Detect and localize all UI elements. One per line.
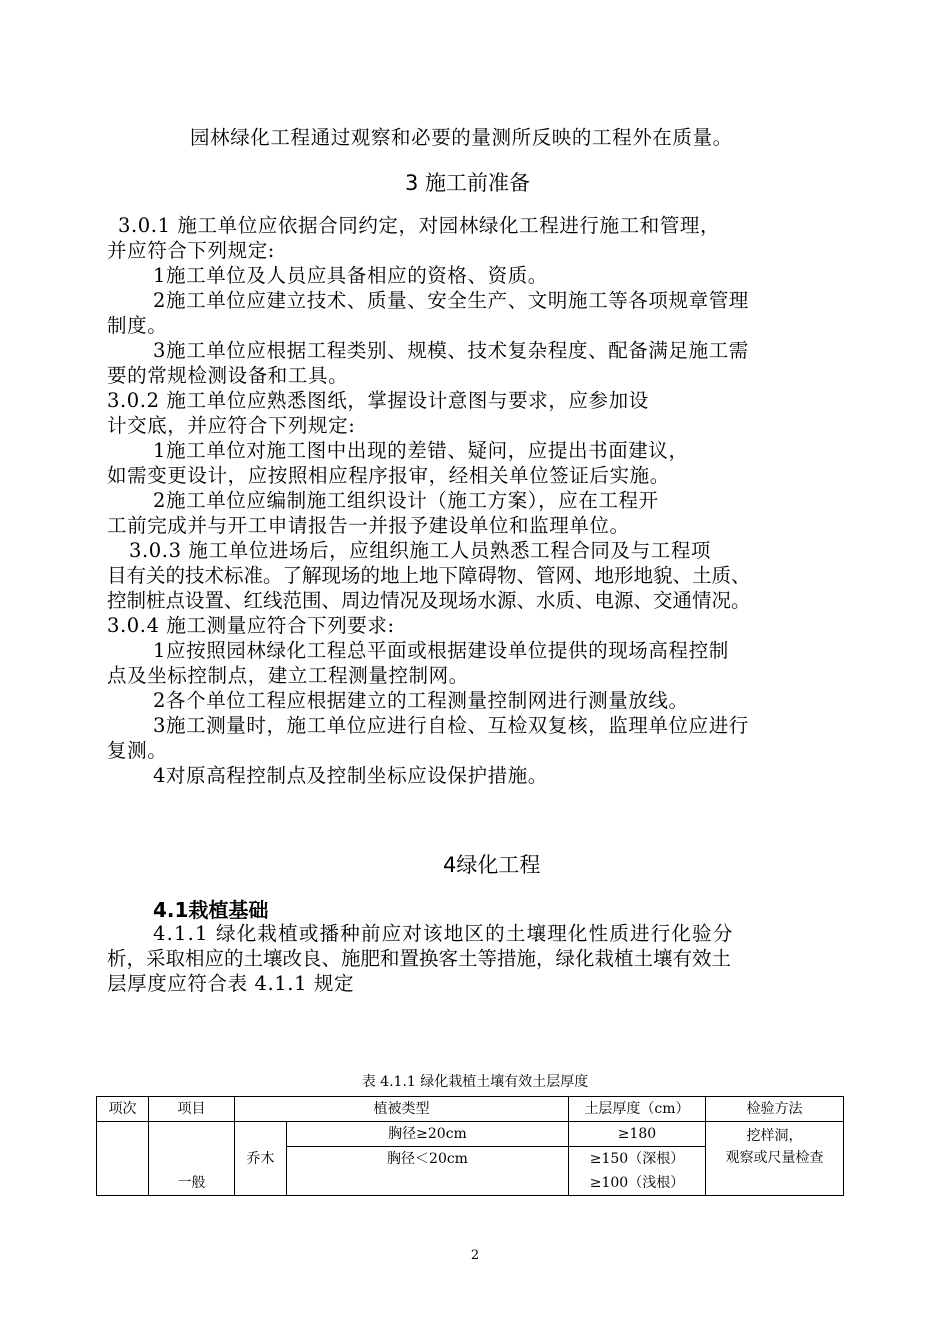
paragraph-line: 1应按照园林绿化工程总平面或根据建设单位提供的现场高程控制: [153, 639, 729, 662]
paragraph-line: 复测。: [107, 739, 168, 762]
table-header-row: [97, 1097, 844, 1122]
paragraph-line: 1施工单位对施工图中出现的差错、疑问，应提出书面建议，: [153, 439, 689, 462]
table-cell: [97, 1122, 149, 1196]
table-cell: 胸径＜20cm: [287, 1147, 569, 1196]
paragraph-line: 并应符合下列规定:: [107, 239, 275, 262]
method-line: 挖样洞，: [746, 1128, 803, 1144]
table-caption: 表 4.1.1 绿化栽植土壤有效土层厚度: [361, 1074, 589, 1090]
paragraph-line: 2施工单位应建立技术、质量、安全生产、文明施工等各项规章管理: [153, 289, 749, 312]
paragraph-line: 3.0.3 施工单位进场后，应组织施工人员熟悉工程合同及与工程项: [129, 539, 712, 562]
table-row: [97, 1122, 844, 1147]
paragraph-line: 1施工单位及人员应具备相应的资格、资质。: [153, 264, 548, 287]
header-cell: 土层厚度（cm）: [569, 1097, 706, 1122]
paragraph-line: 析，采取相应的土壤改良、施肥和置换客土等措施，绿化栽植土壤有效土: [107, 947, 732, 970]
paragraph-line: 4对原高程控制点及控制坐标应设保护措施。: [153, 764, 548, 787]
table-cell: [706, 1122, 844, 1196]
paragraph-line: 目有关的技术标准。了解现场的地上地下障碍物、管网、地形地貌、土质、: [107, 564, 751, 587]
page-number: 2: [470, 1248, 480, 1263]
paragraph-line: 如需变更设计，应按照相应程序报审，经相关单位签证后实施。: [107, 464, 670, 487]
table-cell: ≥100（浅根）: [569, 1171, 706, 1196]
section4-subtitle: 4.1栽植基础: [153, 898, 269, 922]
paragraph-line: 3施工单位应根据工程类别、规模、技术复杂程度、配备满足施工需: [153, 339, 749, 362]
paragraph-line: 2各个单位工程应根据建立的工程测量控制网进行测量放线。: [153, 689, 689, 712]
paragraph-line: 3.0.2 施工单位应熟悉图纸，掌握设计意图与要求，应参加设: [107, 389, 649, 412]
paragraph-line: 控制桩点设置、红线范围、周边情况及现场水源、水质、电源、交通情况。: [107, 589, 751, 612]
paragraph-line: 4.1.1 绿化栽植或播种前应对该地区的土壤理化性质进行化验分: [153, 922, 734, 945]
table-cell: ≥150（深根）: [569, 1147, 706, 1172]
header-cell: 检验方法: [706, 1097, 844, 1122]
header-cell: 项目: [149, 1097, 235, 1122]
table-cell: 胸径≥20cm: [287, 1122, 569, 1147]
table-cell: 乔木: [235, 1122, 287, 1196]
paragraph-line: 制度。: [107, 314, 168, 337]
header-cell: 项次: [97, 1097, 149, 1122]
paragraph-line: 计交底，并应符合下列规定:: [107, 414, 356, 437]
paragraph-line: 点及坐标控制点，建立工程测量控制网。: [107, 664, 469, 687]
paragraph-line: 3.0.4 施工测量应符合下列要求:: [107, 614, 395, 637]
paragraph-line: 要的常规检测设备和工具。: [107, 364, 349, 387]
paragraph-line: 工前完成并与开工申请报告一并报予建设单位和监理单位。: [107, 514, 630, 537]
section3-title: 3 施工前准备: [405, 171, 531, 195]
table-cell: 一般: [149, 1122, 235, 1196]
header-cell: 植被类型: [235, 1097, 569, 1122]
table-cell: ≥180: [569, 1122, 706, 1147]
paragraph-line: 2施工单位应编制施工组织设计（施工方案），应在工程开: [153, 489, 659, 512]
paragraph-line: 3.0.1 施工单位应依据合同约定，对园林绿化工程进行施工和管理，: [118, 214, 721, 237]
paragraph-line: 3施工测量时，施工单位应进行自检、互检双复核，监理单位应进行: [153, 714, 749, 737]
soil-thickness-table: [96, 1096, 844, 1196]
paragraph-line: 层厚度应符合表 4.1.1 规定: [107, 972, 355, 995]
intro-line: 园林绿化工程通过观察和必要的量测所反映的工程外在质量。: [190, 126, 733, 149]
section4-title: 4绿化工程: [443, 853, 541, 877]
method-line: 观察或尺量检查: [725, 1150, 824, 1166]
